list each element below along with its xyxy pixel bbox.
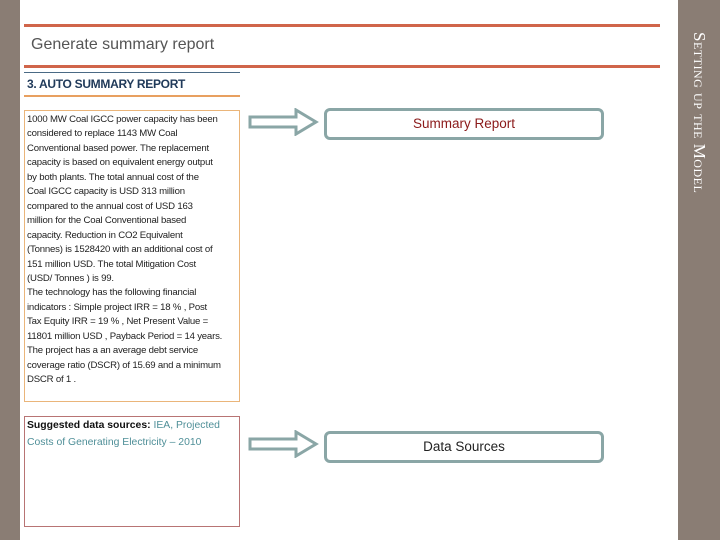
report-line: (USD/ Tonnes ) is 99. bbox=[27, 272, 114, 284]
report-line: by both plants. The total annual cost of the bbox=[27, 171, 199, 183]
sources-value-1: IEA, Projected bbox=[153, 420, 220, 431]
page-title: Generate summary report bbox=[31, 36, 215, 53]
report-line: compared to the annual cost of USD 163 bbox=[27, 200, 193, 212]
report-line: coverage ratio (DSCR) of 15.69 and a minimum bbox=[27, 359, 221, 371]
arrow-right-icon bbox=[248, 430, 320, 458]
report-line: capacity. Reduction in CO2 Equivalent bbox=[27, 229, 183, 241]
report-line: DSCR of 1 . bbox=[27, 374, 76, 386]
report-line: The technology has the following financial bbox=[27, 287, 197, 299]
section-heading bbox=[24, 72, 240, 97]
report-line: The project has a an average debt service bbox=[27, 345, 198, 357]
report-line: Coal IGCC capacity is USD 313 million bbox=[27, 186, 185, 198]
data-sources-box bbox=[24, 416, 240, 527]
sources-value-2: Costs of Generating Electricity – 2010 bbox=[27, 437, 202, 448]
sidebar-title: Setting up the Model bbox=[690, 32, 709, 194]
report-line: million for the Coal Conventional based bbox=[27, 215, 187, 227]
data-sources-button[interactable]: Data Sources bbox=[324, 431, 604, 463]
header-top-rule bbox=[24, 24, 660, 27]
report-line: Tax Equity IRR = 19 % , Net Present Value = bbox=[27, 316, 209, 328]
report-line: 151 million USD. The total Mitigation Cost bbox=[27, 258, 196, 270]
report-line: 1000 MW Coal IGCC power capacity has been bbox=[27, 114, 218, 125]
arrow-right-icon bbox=[248, 108, 320, 136]
report-line: 11801 million USD , Payback Period = 14 years. bbox=[27, 330, 223, 342]
left-border-bar bbox=[0, 0, 20, 540]
report-line: indicators : Simple project IRR = 18 % , Post bbox=[27, 301, 208, 313]
report-line: considered to replace 1143 MW Coal bbox=[27, 128, 178, 140]
report-line: Conventional based power. The replacement bbox=[27, 142, 210, 154]
section-heading-text: 3. AUTO SUMMARY REPORT bbox=[27, 77, 186, 91]
report-line: (Tonnes) is 1528420 with an additional cost of bbox=[27, 244, 213, 256]
report-line: capacity is based on equivalent energy output bbox=[27, 157, 213, 169]
summary-report-button[interactable]: Summary Report bbox=[324, 108, 604, 140]
header-bottom-rule bbox=[24, 65, 660, 68]
sources-label: Suggested data sources: bbox=[27, 420, 151, 431]
summary-report-text-box bbox=[24, 110, 240, 402]
